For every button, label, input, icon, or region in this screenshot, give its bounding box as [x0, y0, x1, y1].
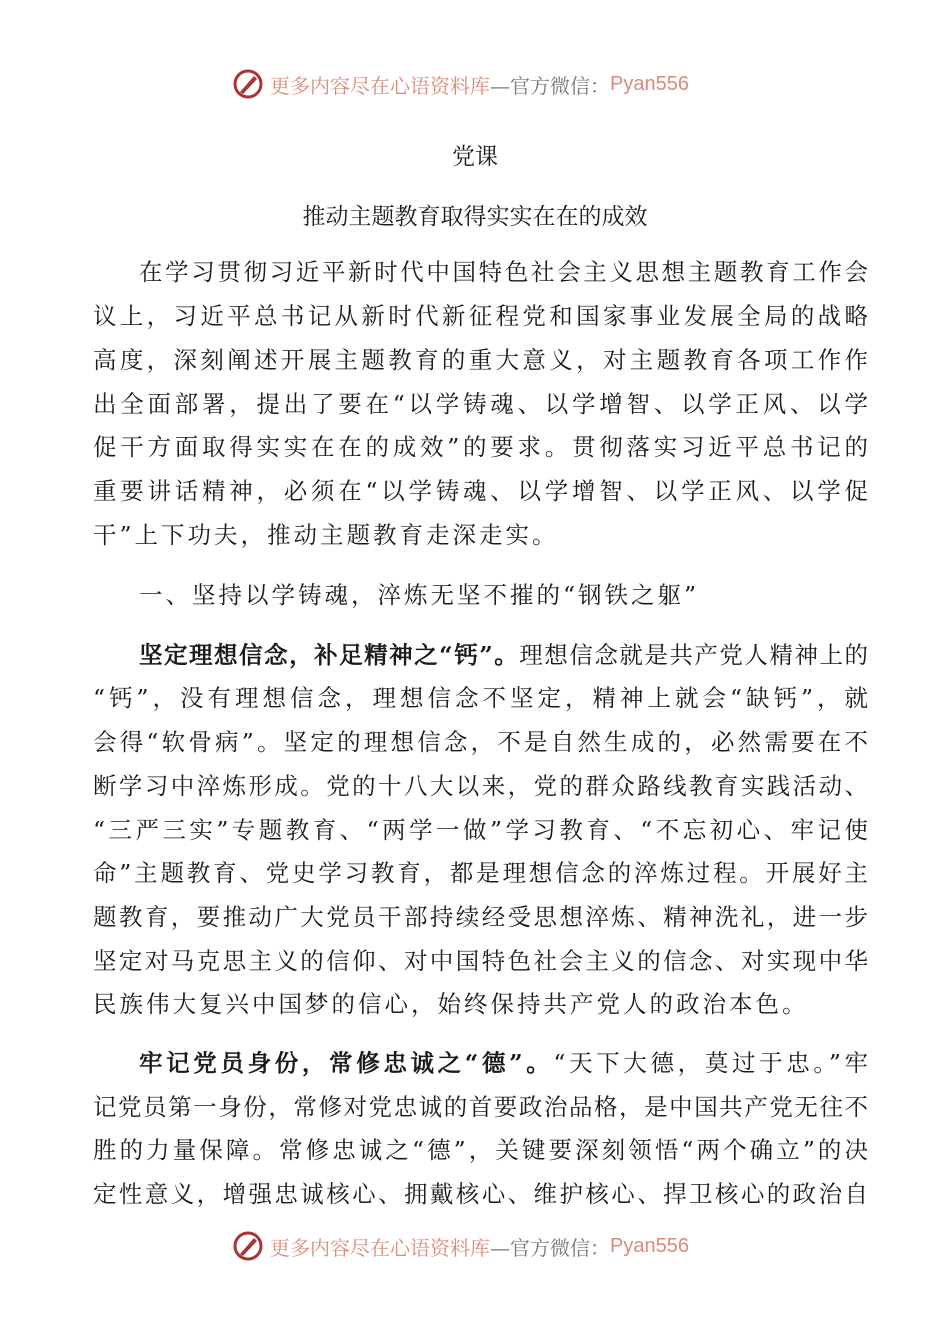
- line-text: 题教育，要推动广大党员干部持续经受思想淬炼、精神洗礼，进一步: [93, 903, 868, 931]
- pen-logo-icon: [232, 1230, 264, 1262]
- line-text: “钙”，没有理想信念，理想信念不坚定，精神上就会“缺钙”，就: [93, 684, 868, 712]
- doc-title: 推动主题教育取得实实在在的成效: [302, 204, 648, 230]
- text-line: [93, 345, 868, 375]
- text-line: [93, 1092, 868, 1122]
- text-line: [93, 1135, 868, 1165]
- line-text: 会得“软骨病”。坚定的理想信念，不是自然生成的，必然需要在不: [93, 728, 868, 756]
- text-line: [93, 683, 868, 713]
- text-line: [139, 640, 868, 670]
- line-text: 干”上下功夫，推动主题教育走深走实。: [93, 521, 559, 549]
- bold-lead: 牢记党员身份，常修忠诚之“德”。: [139, 1049, 554, 1077]
- text-line: [93, 946, 868, 976]
- text-line: [93, 989, 868, 1019]
- line-text: 出全面部署，提出了要在“以学铸魂、以学增智、以学正风、以学: [93, 390, 868, 418]
- bold-lead: 坚定理想信念，补足精神之“钙”。: [139, 641, 520, 669]
- line-text: 命”主题教育、党史学习教育，都是理想信念的淬炼过程。开展好主: [93, 859, 868, 887]
- watermark-wechat-label: —官方微信：: [490, 1235, 610, 1260]
- line-text: 高度，深刻阐述开展主题教育的重大意义，对主题教育各项工作作: [93, 346, 868, 374]
- text-line: [139, 257, 868, 287]
- line-text: 民族伟大复兴中国梦的信心，始终保持共产党人的政治本色。: [93, 990, 809, 1018]
- text-line: [93, 476, 868, 506]
- line-text: 定性意义，增强忠诚核心、拥戴核心、维护核心、捍卫核心的政治自: [93, 1180, 868, 1208]
- watermark-text: 更多内容尽在心语资料库: [270, 73, 490, 98]
- text-line: [93, 389, 868, 419]
- text-line: [93, 1179, 868, 1209]
- line-text: 一、坚持以学铸魂，淬炼无坚不摧的“钢铁之躯”: [139, 581, 700, 609]
- text-line: [93, 301, 868, 331]
- watermark-wechat-label: —官方微信：: [490, 73, 610, 98]
- line-text: “天下大德，莫过于忠。”牢: [553, 1049, 868, 1077]
- line-text: 促干方面取得实实在在的成效”的要求。贯彻落实习近平总书记的: [93, 433, 868, 461]
- pen-logo-icon: [232, 68, 264, 100]
- line-text: “三严三实”专题教育、“两学一做”学习教育、“不忘初心、牢记使: [93, 816, 868, 844]
- text-line: [93, 815, 868, 845]
- line-text: 断学习中淬炼形成。党的十八大以来，党的群众路线教育实践活动、: [93, 772, 868, 800]
- watermark-text: 更多内容尽在心语资料库: [270, 1235, 490, 1260]
- doc-type: 党课: [452, 144, 498, 170]
- section-heading: [139, 580, 868, 610]
- text-line: [93, 858, 868, 888]
- text-line: [139, 1048, 868, 1078]
- line-text: 胜的力量保障。常修忠诚之“德”，关键要深刻领悟“两个确立”的决: [93, 1136, 868, 1164]
- watermark-header: [232, 66, 722, 102]
- text-line: [93, 902, 868, 932]
- text-line: [93, 520, 868, 550]
- line-text: 理想信念就是共产党人精神上的: [519, 641, 868, 669]
- line-text: 议上，习近平总书记从新时代新征程党和国家事业发展全局的战略: [93, 302, 868, 330]
- line-text: 在学习贯彻习近平新时代中国特色社会主义思想主题教育工作会: [139, 258, 868, 286]
- line-text: 重要讲话精神，必须在“以学铸魂、以学增智、以学正风、以学促: [93, 477, 868, 505]
- line-text: 记党员第一身份，常修对党忠诚的首要政治品格，是中国共产党无往不: [93, 1093, 868, 1121]
- watermark-wechat-id: Pyan556: [610, 1234, 689, 1257]
- text-line: [93, 727, 868, 757]
- text-line: [93, 771, 868, 801]
- line-text: 坚定对马克思主义的信仰、对中国特色社会主义的信念、对实现中华: [93, 947, 868, 975]
- text-line: [93, 432, 868, 462]
- watermark-wechat-id: Pyan556: [610, 72, 689, 95]
- watermark-footer: [232, 1228, 722, 1264]
